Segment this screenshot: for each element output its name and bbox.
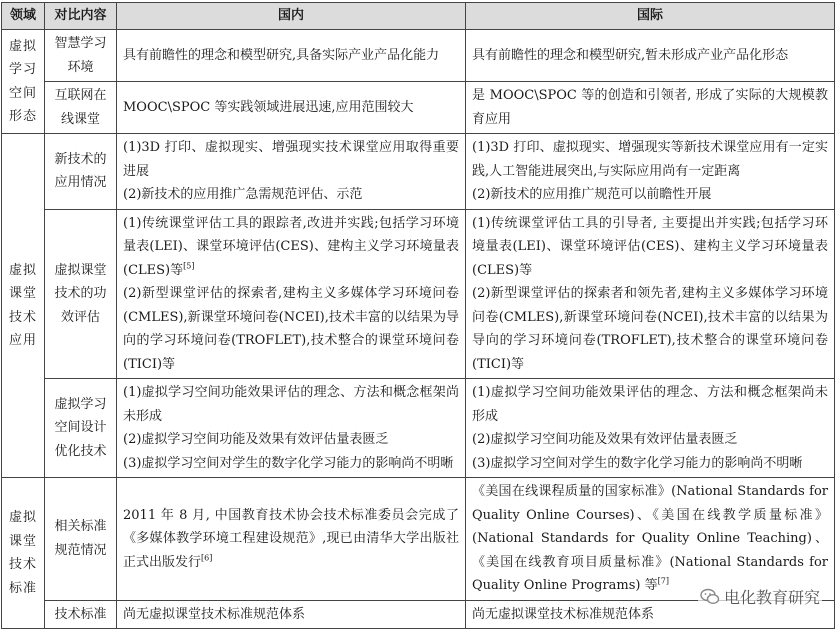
header-item: 对比内容 xyxy=(45,3,117,30)
table-row xyxy=(2,30,835,82)
domestic-line: (2)虚拟学习空间功能及效果有效评估量表匮乏 xyxy=(123,432,389,447)
domestic-cell xyxy=(117,600,466,629)
international-cell xyxy=(466,478,835,601)
international-line: (3)虚拟学习空间对学生的数字化学习能力的影响尚不明晰 xyxy=(472,455,803,471)
international-line: 《美国在线课程质量的国家标准》(National Standards for Quality Online Courses)、《美国在线教学质量标准》(National Standards for Quality Online Teaching)、《美国在线教育项目质量标准》(National Standards for Quality Online Programs) 等[7] xyxy=(472,484,828,593)
international-line: 尚无虚拟课堂技术标准规范体系 xyxy=(472,606,655,622)
international-line: (2)新型课堂评估的探索者和领先者,建构主义多媒体学习环境问卷(CMLES),新课堂环境问卷(NCEI),技术丰富的以结果为导向的学习环境问卷(TROFLET),技术整合的课堂环境问卷(TICI)等 xyxy=(472,286,828,372)
domestic-cell xyxy=(117,134,466,210)
wechat-icon xyxy=(700,588,720,606)
item-cell: 技术标准 xyxy=(45,600,117,629)
international-line: (2)虚拟学习空间功能及效果有效评估量表匮乏 xyxy=(472,432,738,447)
domestic-cell xyxy=(117,82,466,134)
domain-cell: 虚拟课堂技术应用 xyxy=(2,134,45,478)
international-line: (2)新技术的应用推广规范可以前瞻性开展 xyxy=(472,187,712,202)
domestic-line: (3)虚拟学习空间对学生的数字化学习能力的影响尚不明晰 xyxy=(123,455,454,471)
international-line: (1)传统课堂评估工具的引导者, 主要提出并实践;包括学习环境量表(LEI)、课堂环境评估(CES)、建构主义学习环境量表(CLES)等 xyxy=(472,215,828,278)
table-row xyxy=(2,82,835,134)
comparison-table xyxy=(1,2,835,629)
table-row xyxy=(2,134,835,210)
table-row xyxy=(2,209,835,379)
domestic-cell xyxy=(117,30,466,82)
citation-ref: [5] xyxy=(183,261,195,271)
domestic-line: (2)新型课堂评估的探索者,建构主义多媒体学习环境问卷(CMLES),新课堂环境问卷(NCEI),技术丰富的以结果为导向的学习环境问卷(TROFLET),技术整合的课堂环境问卷(TICI)等 xyxy=(123,286,459,372)
table-row xyxy=(2,478,835,601)
item-cell: 新技术的应用情况 xyxy=(45,134,117,210)
international-cell xyxy=(466,209,835,379)
domain-cell: 虚拟学习空间形态 xyxy=(2,30,45,134)
domestic-line: 具有前瞻性的理念和模型研究,具备实际产业产品化能力 xyxy=(123,47,440,63)
domestic-line: (1)虚拟学习空间功能效果评估的理念、方法和概念框架尚未形成 xyxy=(123,385,459,424)
item-cell: 虚拟学习空间设计优化技术 xyxy=(45,379,117,478)
header-international: 国际 xyxy=(466,3,835,30)
international-line: (1)3D 打印、虚拟现实、增强现实等新技术课堂应用有一定实践,人工智能进展突出,与实际应用尚有一定距离 xyxy=(472,140,828,179)
table-row xyxy=(2,379,835,478)
international-line: (1)虚拟学习空间功能效果评估的理念、方法和概念框架尚未形成 xyxy=(472,385,828,424)
table-header-row xyxy=(2,3,835,30)
item-cell: 相关标准规范情况 xyxy=(45,478,117,601)
domain-cell: 虚拟课堂技术标准 xyxy=(2,478,45,629)
header-domestic: 国内 xyxy=(117,3,466,30)
header-domain: 领域 xyxy=(2,3,45,30)
domestic-line: (1)3D 打印、虚拟现实、增强现实技术课堂应用取得重要进展 xyxy=(123,140,459,179)
domestic-cell xyxy=(117,379,466,478)
domestic-line: (1)传统课堂评估工具的跟踪者,改进并实践;包括学习环境量表(LEI)、课堂环境评估(CES)、建构主义学习环境量表(CLES)等[5] xyxy=(123,215,459,278)
international-cell xyxy=(466,134,835,210)
domestic-line: (2)新技术的应用推广急需规范评估、示范 xyxy=(123,187,363,202)
domestic-line: 尚无虚拟课堂技术标准规范体系 xyxy=(123,606,306,622)
watermark xyxy=(698,585,822,608)
international-cell xyxy=(466,379,835,478)
item-cell: 智慧学习环境 xyxy=(45,30,117,82)
watermark-text: 电化教育研究 xyxy=(723,588,820,607)
international-cell xyxy=(466,82,835,134)
domestic-line: 2011 年 8 月, 中国教育技术协会技术标准委员会完成了《多媒体教学环境工程建设规范》,现已由清华大学出版社正式出版发行[6] xyxy=(123,507,459,570)
international-cell xyxy=(466,30,835,82)
item-cell: 虚拟课堂技术的功效评估 xyxy=(45,209,117,379)
domestic-line: MOOC\SPOC 等实践领域进展迅速,应用范围较大 xyxy=(123,99,414,115)
item-cell: 互联网在线课堂 xyxy=(45,82,117,134)
domestic-cell xyxy=(117,209,466,379)
citation-ref: [7] xyxy=(657,576,669,586)
international-line: 具有前瞻性的理念和模型研究,暂未形成产业产品化形态 xyxy=(472,47,789,63)
citation-ref: [6] xyxy=(201,553,213,563)
international-line: 是 MOOC\SPOC 等的创造和引领者, 形成了实际的大规模教育应用 xyxy=(472,88,828,127)
domestic-cell xyxy=(117,478,466,601)
